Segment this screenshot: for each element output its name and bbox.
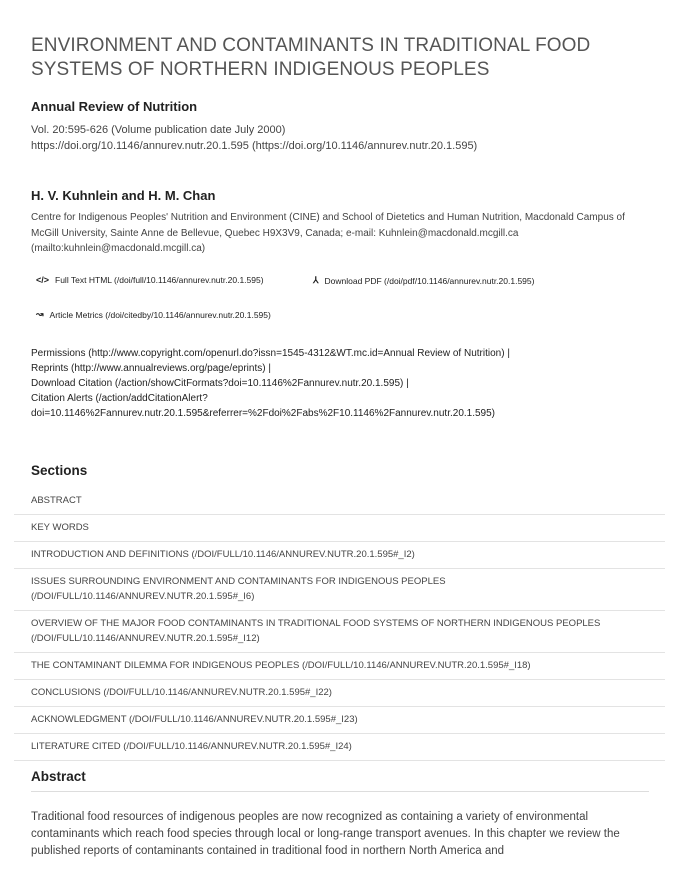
section-issues[interactable]: ISSUES SURROUNDING ENVIRONMENT AND CONTAMINANTS FOR INDIGENOUS PEOPLES (/DOI/FULL/10.1146/ANNUREV.NUTR.20.1.595#_I6)	[14, 569, 665, 611]
citation-alerts-line2: doi=10.1146%2Fannurev.nutr.20.1.595&referrer=%2Fdoi%2Fabs%2F10.1146%2Fannurev.nutr.20.1.595)	[31, 408, 496, 419]
metrics-link[interactable]	[36, 309, 271, 320]
abstract-divider	[31, 791, 649, 792]
volume-line: Vol. 20:595-626 (Volume publication date July 2000)	[31, 124, 286, 136]
abstract-heading: Abstract	[31, 769, 86, 784]
permissions-link[interactable]: Permissions (http://www.copyright.com/openurl.do?issn=1545-4312&WT.mc.id=Annual Review of Nutrition)	[31, 348, 505, 359]
sections-heading: Sections	[31, 463, 88, 478]
section-literature[interactable]: LITERATURE CITED (/DOI/FULL/10.1146/ANNUREV.NUTR.20.1.595#_I24)	[14, 734, 665, 761]
doi-link[interactable]: https://doi.org/10.1146/annurev.nutr.20.1.595 (https://doi.org/10.1146/annurev.nutr.20.1.595)	[31, 140, 478, 152]
citation-alerts-line1: Citation Alerts (/action/addCitationAlert?	[31, 393, 208, 404]
pdf-link[interactable]	[313, 275, 534, 286]
section-dilemma[interactable]: THE CONTAMINANT DILEMMA FOR INDIGENOUS PEOPLES (/DOI/FULL/10.1146/ANNUREV.NUTR.20.1.595#_I18)	[14, 653, 665, 680]
pdf-label: Download PDF (/doi/pdf/10.1146/annurev.nutr.20.1.595)	[324, 275, 535, 286]
code-icon: </>	[36, 275, 50, 285]
citation-alerts-link[interactable]	[31, 391, 651, 421]
journal-name[interactable]: Annual Review of Nutrition	[31, 99, 198, 114]
abstract-text: Traditional food resources of indigenous peoples are now recognized as containing a variety of environmental contaminants which reach food species through local or long-range transport avenues. In this chapter we review the published reports of contaminants contained in traditional food in northern North America and	[31, 811, 620, 857]
sections-list	[14, 488, 665, 761]
fulltext-link[interactable]	[36, 275, 280, 285]
section-abstract[interactable]: ABSTRACT	[14, 488, 665, 515]
section-introduction[interactable]: INTRODUCTION AND DEFINITIONS (/DOI/FULL/10.1146/ANNUREV.NUTR.20.1.595#_I2)	[14, 542, 665, 569]
separator: |	[507, 348, 510, 359]
metrics-icon: ↝	[36, 309, 44, 319]
reprints-link[interactable]: Reprints (http://www.annualreviews.org/page/eprints)	[31, 363, 266, 374]
metrics-label: Article Metrics (/doi/citedby/10.1146/annurev.nutr.20.1.595)	[49, 309, 271, 320]
article-title: ENVIRONMENT AND CONTAMINANTS IN TRADITIONAL FOOD SYSTEMS OF NORTHERN INDIGENOUS PEOPLES	[31, 35, 591, 80]
section-keywords[interactable]: KEY WORDS	[14, 515, 665, 542]
separator: |	[406, 378, 409, 389]
section-conclusions[interactable]: CONCLUSIONS (/DOI/FULL/10.1146/ANNUREV.NUTR.20.1.595#_I22)	[14, 680, 665, 707]
volume-info	[31, 122, 477, 154]
pdf-icon: ⅄	[313, 275, 319, 285]
section-overview[interactable]: OVERVIEW OF THE MAJOR FOOD CONTAMINANTS IN TRADITIONAL FOOD SYSTEMS OF NORTHERN INDIGENOUS PEOPLES (/DOI/FULL/10.1146/ANNUREV.NUTR.20.1.595#_I12)	[14, 611, 665, 653]
download-citation-link[interactable]: Download Citation (/action/showCitFormats?doi=10.1146%2Fannurev.nutr.20.1.595)	[31, 378, 404, 389]
section-acknowledgment[interactable]: ACKNOWLEDGMENT (/DOI/FULL/10.1146/ANNUREV.NUTR.20.1.595#_I23)	[14, 707, 665, 734]
separator: |	[268, 363, 271, 374]
permissions-block	[31, 346, 651, 421]
fulltext-label: Full Text HTML (/doi/full/10.1146/annurev.nutr.20.1.595)	[55, 275, 264, 285]
authors: H. V. Kuhnlein and H. M. Chan	[31, 188, 216, 203]
affiliation: Centre for Indigenous Peoples' Nutrition and Environment (CINE) and School of Dietetics and Human Nutrition, Macdonald Campus of McGill University, Sainte Anne de Bellevue, Quebec H9X3V9, Canada; e-mail: Kuhnlein@macdonald.mcgill.ca (mailto:kuhnlein@macdonald.mcgill.ca)	[31, 212, 625, 254]
